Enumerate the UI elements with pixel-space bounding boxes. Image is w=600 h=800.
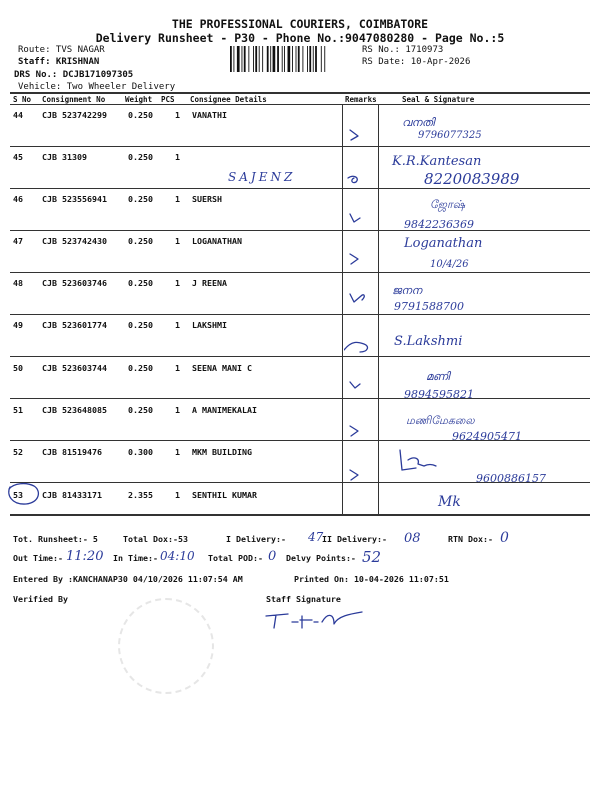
handwritten-phone: 9894595821	[404, 388, 474, 401]
handwritten-signature: ஜோஷ்	[430, 198, 466, 211]
row-divider	[10, 398, 590, 399]
remarks-tick-marks	[344, 118, 376, 508]
faded-stamp	[118, 598, 214, 694]
row-weight: 0.250	[128, 320, 153, 330]
row-weight: 0.250	[128, 194, 153, 204]
row-sno: 53	[13, 490, 23, 500]
row-consignment: CJB 523742299	[42, 110, 107, 120]
i-delivery-value: 47	[308, 530, 324, 544]
row-weight: 0.250	[128, 152, 153, 162]
row-pcs: 1	[175, 490, 180, 500]
row-divider	[10, 146, 590, 147]
col-remarks: Remarks	[345, 95, 377, 104]
row-consignment: CJB 523603744	[42, 363, 107, 373]
row-consignment: CJB 523556941	[42, 194, 107, 204]
row-weight: 0.250	[128, 110, 153, 120]
handwritten-signature: ജനന	[392, 284, 422, 297]
row-pcs: 1	[175, 405, 180, 415]
route-label: Route: TVS NAGAR	[18, 45, 105, 55]
row-consignee: A MANIMEKALAI	[192, 405, 257, 415]
row-sno: 45	[13, 152, 23, 162]
row-pcs: 1	[175, 278, 180, 288]
row-weight: 0.250	[128, 236, 153, 246]
row-sno: 46	[13, 194, 23, 204]
entered-by: Entered By :KANCHANAP30 04/10/2026 11:07:54 AM	[13, 574, 243, 584]
row-pcs: 1	[175, 194, 180, 204]
staff-signature-label: Staff Signature	[266, 594, 341, 604]
total-pod-label: Total POD:-	[208, 553, 263, 563]
out-time-value: 11:20	[66, 549, 104, 564]
row-consignment: CJB 523603746	[42, 278, 107, 288]
col-seal-signature: Seal & Signature	[402, 95, 475, 104]
staff-label: Staff: KRISHNAN	[18, 57, 100, 67]
i-delivery-label: I Delivery:-	[226, 534, 286, 544]
out-time-label: Out Time:-	[13, 553, 63, 563]
remarks-divider	[342, 104, 343, 514]
signature-divider	[378, 104, 379, 514]
handwritten-signature: Loganathan	[404, 236, 483, 251]
row-consignment: CJB 523742430	[42, 236, 107, 246]
verified-by-label: Verified By	[13, 594, 68, 604]
barcode-image	[230, 46, 358, 72]
row-sno: 47	[13, 236, 23, 246]
row-consignee: LOGANATHAN	[192, 236, 242, 246]
row-consignee: SEENA MANI C	[192, 363, 252, 373]
row-pcs: 1	[175, 447, 180, 457]
handwritten-signature: മണി	[426, 370, 450, 383]
col-consignment: Consignment No	[42, 95, 106, 104]
row-weight: 0.250	[128, 405, 153, 415]
row-consignee: LAKSHMI	[192, 320, 227, 330]
in-time-value: 04:10	[160, 549, 195, 563]
row-divider	[10, 356, 590, 357]
tot-runsheet: Tot. Runsheet:- 5	[13, 534, 98, 544]
handwritten-phone: 9600886157	[476, 472, 546, 485]
rs-date: RS Date: 10-Apr-2026	[362, 57, 471, 67]
row-weight: 0.300	[128, 447, 153, 457]
total-pod-value: 0	[268, 549, 277, 564]
row-sno: 51	[13, 405, 23, 415]
handwritten-signature: വനതി	[402, 116, 435, 129]
rtn-dox-label: RTN Dox:-	[448, 534, 493, 544]
row-consignment: CJB 81433171	[42, 490, 102, 500]
header-divider	[10, 104, 590, 105]
handwritten-consignee: SAJENZ	[228, 170, 296, 184]
row-sno: 50	[13, 363, 23, 373]
row-consignment: CJB 523648085	[42, 405, 107, 415]
row-consignee: SUERSH	[192, 194, 222, 204]
row-weight: 2.355	[128, 490, 153, 500]
row-weight: 0.250	[128, 363, 153, 373]
in-time-label: In Time:-	[113, 553, 158, 563]
row-consignee: SENTHIL KUMAR	[192, 490, 257, 500]
circle-mark	[4, 481, 44, 507]
row-pcs: 1	[175, 152, 180, 162]
row-consignee: VANATHI	[192, 110, 227, 120]
handwritten-phone: 9842236369	[404, 218, 474, 231]
row-consignment: CJB 31309	[42, 152, 87, 162]
row-sno: 52	[13, 447, 23, 457]
ii-delivery-value: 08	[404, 531, 421, 546]
handwritten-signature: K.R.Kantesan	[392, 154, 482, 169]
row-divider	[10, 230, 590, 231]
handwritten-signature	[396, 446, 444, 474]
vehicle-label: Vehicle: Two Wheeler Delivery	[18, 82, 176, 92]
handwritten-signature: S.Lakshmi	[394, 334, 463, 349]
rtn-dox-value: 0	[500, 530, 509, 546]
row-pcs: 1	[175, 236, 180, 246]
handwritten-phone: 9624905471	[452, 430, 522, 443]
handwritten-phone: 9791588700	[394, 300, 464, 313]
col-pcs: PCS	[161, 95, 175, 104]
row-sno: 48	[13, 278, 23, 288]
row-pcs: 1	[175, 110, 180, 120]
handwritten-phone: 9796077325	[418, 130, 482, 141]
handwritten-date: 10/4/26	[430, 259, 469, 270]
total-dox-value: 53	[178, 534, 188, 544]
row-pcs: 1	[175, 363, 180, 373]
row-consignee: J REENA	[192, 278, 227, 288]
total-dox-label: Total Dox:-	[123, 534, 178, 544]
row-weight: 0.250	[128, 278, 153, 288]
row-divider	[10, 314, 590, 315]
drs-number: DRS No.: DCJB171097305	[14, 70, 134, 80]
row-consignment: CJB 523601774	[42, 320, 107, 330]
row-divider	[10, 272, 590, 273]
col-sno: S No	[13, 95, 32, 104]
row-consignee: MKM BUILDING	[192, 447, 252, 457]
rs-number: RS No.: 1710973	[362, 45, 444, 55]
printed-on: Printed On: 10-04-2026 11:07:51	[294, 574, 449, 584]
row-consignment: CJB 81519476	[42, 447, 102, 457]
row-divider	[10, 188, 590, 189]
row-sno: 49	[13, 320, 23, 330]
col-consignee: Consignee Details	[190, 95, 267, 104]
table-top-border	[10, 92, 590, 94]
runsheet-subtitle: Delivery Runsheet - P30 - Phone No.:9047080280 - Page No.:5	[95, 31, 505, 45]
col-weight: Weight	[125, 95, 153, 104]
company-title: THE PROFESSIONAL COURIERS, COIMBATORE	[171, 17, 429, 31]
row-pcs: 1	[175, 320, 180, 330]
handwritten-signature: மணிமேகலை	[406, 414, 475, 427]
delvy-points-value: 52	[362, 548, 382, 566]
delvy-points-label: Delvy Points:-	[286, 553, 356, 563]
row-sno: 44	[13, 110, 23, 120]
table-bottom-border	[10, 514, 590, 516]
ii-delivery-label: II Delivery:-	[322, 534, 387, 544]
handwritten-phone: 8220083989	[424, 170, 520, 188]
staff-signature-mark	[262, 608, 372, 634]
handwritten-signature: Mk	[438, 494, 461, 510]
